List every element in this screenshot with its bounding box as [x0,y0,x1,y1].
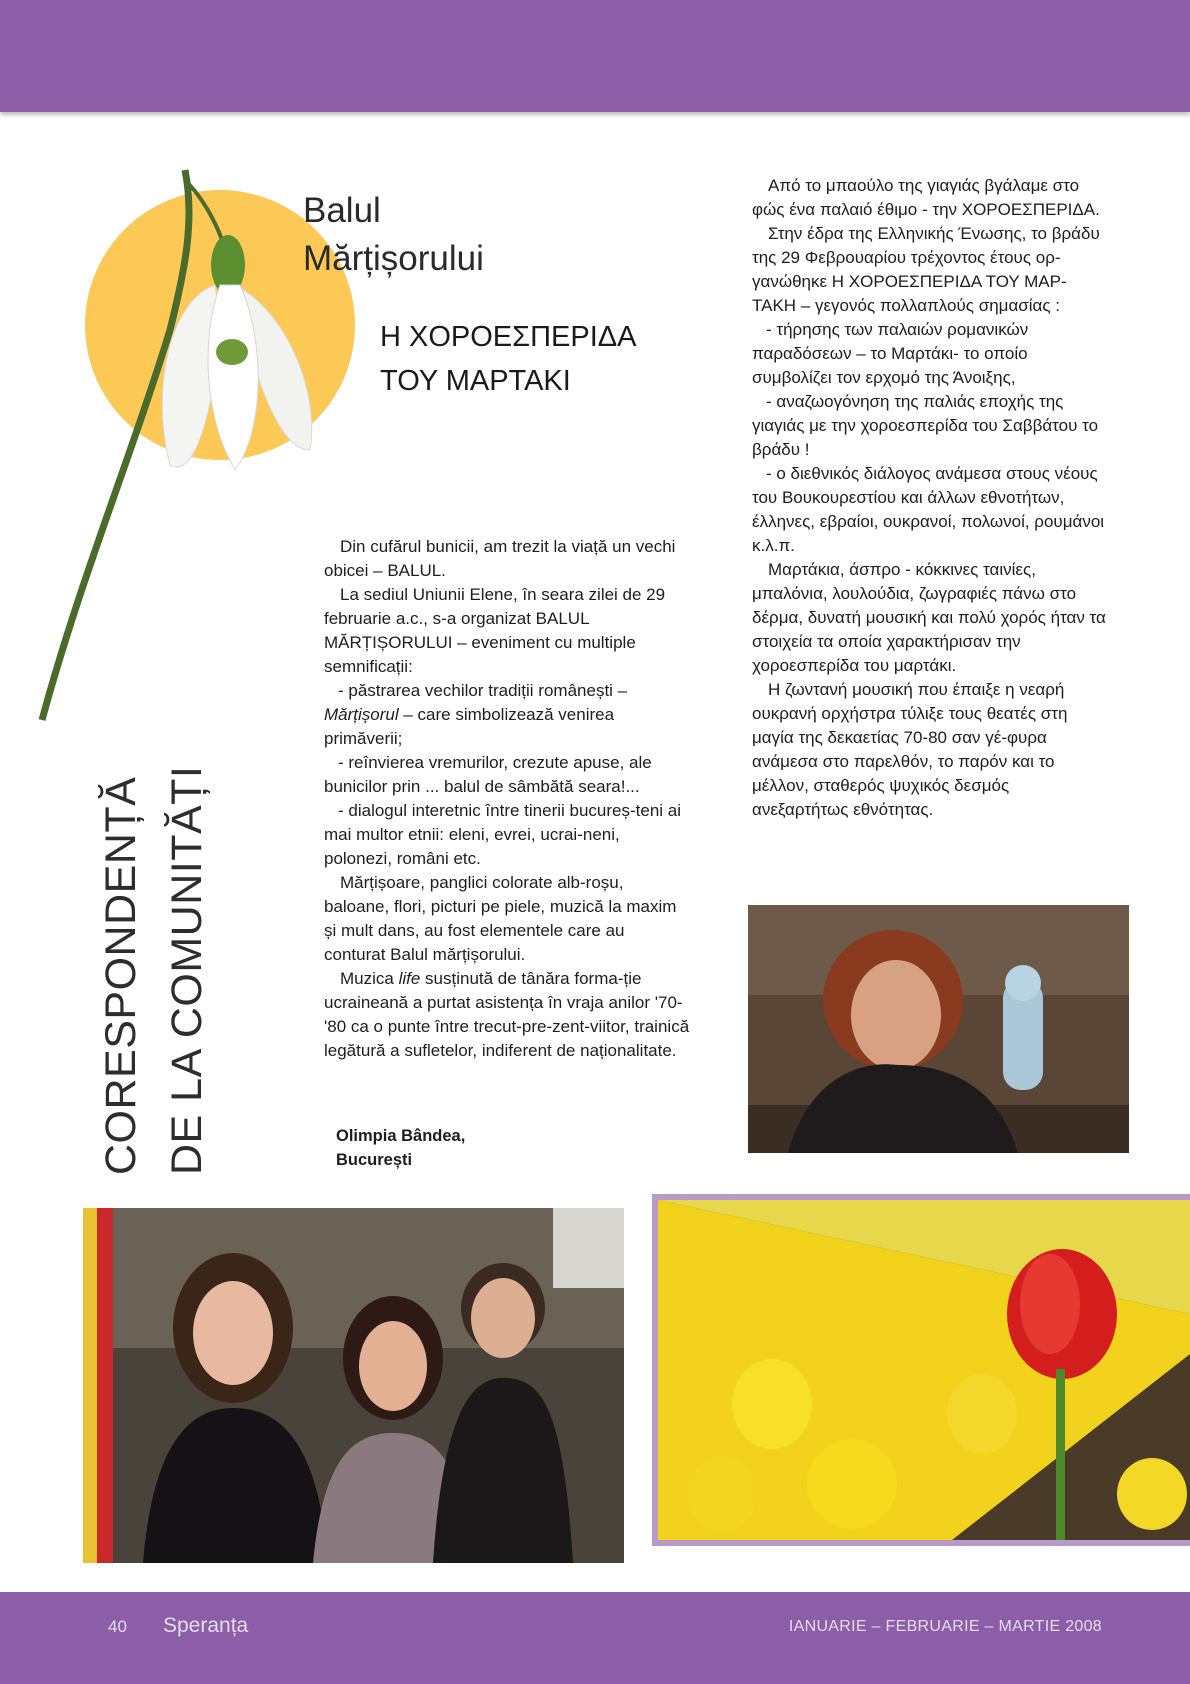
page-number: 40 [108,1617,127,1636]
title-gr-line1: Η ΧΟΡΟΕΣΠΕΡΙΔΑ [380,321,637,353]
photo-tulip-field [652,1194,1190,1546]
author-name: Olimpia Bândea, [336,1127,466,1145]
author-city: București [336,1151,413,1169]
ro-list-item: - dialogul interetnic între tinerii bucureș-teni ai mai multor etnii: eleni, evrei, ucrai-neni, polonezi, români etc. [324,801,682,868]
ro-paragraph: Din cufărul bunicii, am trezit la viață un vechi obicei – BALUL. [324,537,676,580]
title-gr-line2: ΤΟΥ ΜΑΡΤΑΚΙ [380,365,571,397]
top-band [0,0,1190,112]
gr-list-item: - αναζωογόνηση της παλιάς εποχής της γιαγιάς με την χοροεσπερίδα του Σαββάτου το βράδυ ! [752,392,1099,459]
ro-paragraph: Mărțișoare, panglici colorate alb-roșu, baloane, flori, picturi pe piele, muzică la maxim și mult dans, au fost elementele care au conturat Balul mărțișorului. [324,873,677,964]
ro-paragraph: Muzica life susținută de tânăra forma-ție ucraineană a purtat asistența în vraja anilor '70-'80 ca o punte între trecut-pre-zent-viitor, trainică legătură a sufletelor, indiferent de naționalitate. [324,969,690,1060]
photo-three-young-women [83,1208,624,1563]
greek-text-column [752,174,1107,822]
author-signature [336,1124,465,1172]
section-title-vertical [88,766,220,1175]
gr-paragraph: Η ζωντανή μουσική που έπαιξε η νεαρή ουκρανή ορχήστρα τύλιξε τους θεατές στη μαγία της δεκαετίας 70-80 σαν γέ-φυρα ανάμεσα στο παρελθόν, το παρόν και το μέλλον, σταθερός ψυχικός δεσμός ανεξαρτήτως εθνότητας. [752,680,1068,819]
gr-list-item: - ο διεθνικός διάλογος ανάμεσα στους νέους του Βουκουρεστίου και άλλων εθνοτήτων, έλληνες, εβραίοι, ουκρανοί, πολωνοί, ρουμάνοι κ.λ.π. [752,464,1105,555]
ro-list-item: - reînvierea vremurilor, crezute apuse, ale bunicilor prin ... balul de sâmbătă seara!... [324,753,652,796]
gr-paragraph: Μαρτάκια, άσπρο - κόκκινες ταινίες, μπαλόνια, λουλούδια, ζωγραφιές πάνω στο δέρμα, δυνατή μουσική και πολύ χορός ήταν τα στοιχεία τα οποία χαρακτήρισαν την χοροεσπερίδα του μαρτάκι. [752,560,1106,675]
ro-emphasis: Mărțișorul [324,705,399,724]
gr-paragraph: Στην έδρα της Ελληνικής Ένωσης, το βράδυ της 29 Φεβρουαρίου τρέχοντος έτους ορ-γανώθηκε Η ΧΟΡΟΕΣΠΕΡΙΔΑ ΤΟΥ ΜΑΡ-ΤΑΚΗ – γεγονός πολλαπλούς σημασίας : [752,224,1100,315]
photo-woman-with-martisor [748,905,1129,1153]
section-title-line2: DE LA COMUNITĂȚI [163,765,211,1175]
ro-emphasis: life [398,969,421,988]
snowdrop-flower-image [20,160,340,740]
gr-list-item: - τήρησης των παλαιών ρομανικών παραδόσεων – το Μαρτάκι- το οποίο συμβολίζει τον ερχομό της Άνοιξης, [752,320,1029,387]
title-ro-line2: Mărțișorului [303,239,484,278]
romanian-text-column [324,535,690,1063]
gr-paragraph: Από το μπαούλο της γιαγιάς βγάλαμε στο φώς ένα παλαιό έθιμο - την ΧΟΡΟΕΣΠΕΡΙΔΑ. [752,176,1100,219]
article-title-gr [380,315,636,403]
ro-list-item: - păstrarea vechilor tradiții românești – Mărțișorul – care simbolizează venirea primăverii; [324,681,628,748]
article-title-ro [303,187,484,283]
ro-paragraph: La sediul Uniunii Elene, în seara zilei de 29 februarie a.c., s-a organizat BALUL MĂRȚIȘORULUI – eveniment cu multiple semnificații: [324,585,666,676]
title-ro-line1: Balul [303,191,381,230]
bottom-band [0,1592,1190,1684]
section-title-line1: CORESPONDENȚĂ [97,776,145,1175]
issue-date: IANUARIE – FEBRUARIE – MARTIE 2008 [788,1618,1102,1635]
magazine-name: Speranța [163,1614,249,1637]
